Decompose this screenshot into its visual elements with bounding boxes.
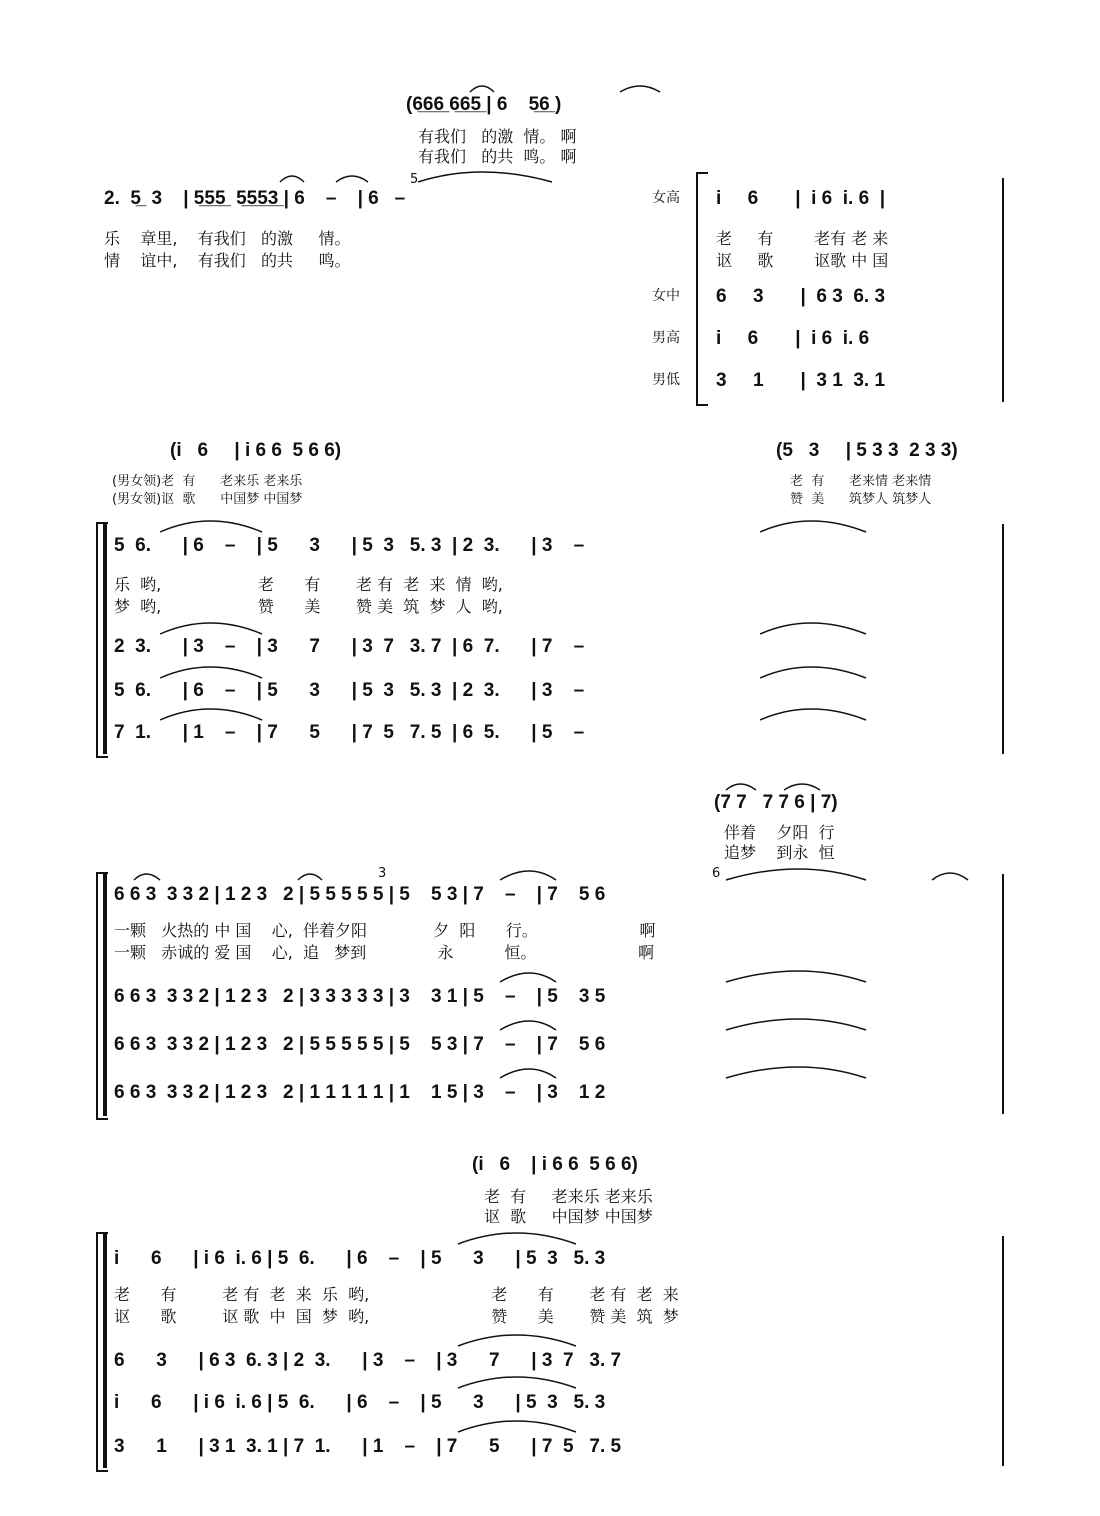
bracket-thick-line [103,522,107,754]
solo-a-notes: (i 6 | i 6 6 5 6 6) [170,440,342,461]
slur [458,1377,576,1388]
slur [620,86,660,92]
slur [500,1021,556,1030]
solo-lyric-2: 讴 歌 中国梦 中国梦 [484,1207,653,1226]
soprano-lyric-1: 老 有 老 有 老 来 乐 哟, 老 有 老 有 老 来 [114,1285,679,1304]
slur [160,623,262,634]
bass-notes: 7 1. | 1 – | 7 5 | 7 5 7. 5 | 6 5. | 5 – [114,722,585,743]
barline [1002,1236,1004,1466]
solo-b-lyric-2: 赞 美 筑梦人 筑梦人 [790,492,932,507]
barline [1002,874,1004,1114]
slur [500,1069,556,1078]
tenor-notes: 6 6 3 3 3 2 | 1 2 3 2 | 5 5 5 5 5 | 5 5 3 | 7 – | 7 5 6 [114,1034,606,1055]
tenor-notes: i 6 | i 6 i. 6 [716,328,870,349]
slur [160,521,262,532]
soprano-lyric-2: 讴 歌 讴歌 中 国 [716,251,889,270]
slur [760,623,866,634]
interlude-lyric-2: 有我们 的共 鸣。 啊 [418,147,577,166]
soprano-notes: 6 6 3 3 3 2 | 1 2 3 2 | 5 5 5 5 5 | 5 5 3 | 7 – | 7 5 6 [114,884,606,905]
alto-notes: 6 3 | 6 3 6. 3 [716,286,886,307]
soprano-notes: i 6 | i 6 i. 6 | [716,188,886,209]
melody-notes: 2. 5̲ 3 | 5̲5̲5̲ 5̲5̲5̲3̲ | 6 – | 6 – [104,188,406,209]
part-label-alto: 女中 [652,288,680,304]
solo-lyric-1: 伴着 夕阳 行 [724,823,835,842]
soprano-lyric-1: 乐 哟, 老 有 老 有 老 来 情 哟, [114,575,503,594]
slur [760,709,866,720]
slur [470,86,494,92]
slur [418,172,552,182]
bracket-thick-line [103,872,107,1116]
slur [336,176,368,182]
solo-a-lyric-2: (男女领)讴 歌 中国梦 中国梦 [112,492,303,507]
slur [760,667,866,678]
solo-notes: (i 6 | i 6 6 5 6 6) [472,1154,638,1175]
slur [458,1421,576,1432]
interlude-lyric-1: 有我们 的激 情。 啊 [418,127,577,146]
grace-note-b: 6 [712,866,721,881]
slur [280,176,304,182]
slur [760,521,866,532]
alto-notes: 6 6 3 3 3 2 | 1 2 3 2 | 3 3 3 3 3 | 3 3 1 | 5 – | 5 3 5 [114,986,606,1007]
bass-notes: 6 6 3 3 3 2 | 1 2 3 2 | 1 1 1 1 1 | 1 1 5 | 3 – | 3 1 2 [114,1082,606,1103]
slur [726,869,866,880]
part-label-tenor: 男高 [652,330,680,346]
slur [458,1233,576,1244]
slur [726,1067,866,1078]
grace-note: 5 [410,172,419,187]
slur [932,873,968,880]
part-label-soprano: 女高 [652,190,680,206]
slur [726,1019,866,1030]
choir-bracket [696,172,708,406]
slur [298,874,322,880]
alto-notes: 2 3. | 3 – | 3 7 | 3 7 3. 7 | 6 7. | 7 – [114,636,585,657]
tenor-notes: i 6 | i 6 i. 6 | 5 6. | 6 – | 5 3 | 5 3 5. 3 [114,1392,606,1413]
solo-a-lyric-1: (男女领)老 有 老来乐 老来乐 [112,474,303,489]
solo-notes: (7 7 7 7 6 | 7) [714,792,838,813]
slur [726,784,756,790]
tenor-notes: 5 6. | 6 – | 5 3 | 5 3 5. 3 | 2 3. | 3 – [114,680,585,701]
soprano-lyric-2: 梦 哟, 赞 美 赞 美 筑 梦 人 哟, [114,597,503,616]
soprano-notes: 5 6. | 6 – | 5 3 | 5 3 5. 3 | 2 3. | 3 – [114,535,585,556]
slur [500,871,556,880]
slur [784,784,820,790]
part-label-bass: 男低 [652,372,680,388]
slur [500,973,556,982]
solo-lyric-1: 老 有 老来乐 老来乐 [484,1187,653,1206]
soprano-notes: i 6 | i 6 i. 6 | 5 6. | 6 – | 5 3 | 5 3 5. 3 [114,1248,606,1269]
soprano-lyric-1: 老 有 老有 老 来 [716,229,889,248]
solo-b-notes: (5 3 | 5 3 3 2 3 3) [776,440,958,461]
solo-b-lyric-1: 老 有 老来情 老来情 [790,474,932,489]
interlude-notes: (6̲6̲6̲ 6̲6̲5̲ | 6 5̲6̲ ) [406,94,562,115]
bass-notes: 3 1 | 3 1 3. 1 | 7 1. | 1 – | 7 5 | 7 5 7. 5 [114,1436,622,1457]
slur [160,667,262,678]
bass-notes: 3 1 | 3 1 3. 1 [716,370,886,391]
grace-note-a: 3 [378,866,387,881]
melody-lyric-2: 情 谊中, 有我们 的共 鸣。 [104,251,351,270]
slur [726,971,866,982]
soprano-lyric-2: 一颗 赤诚的 爱 国 心, 追 梦到 永 恒。 啊 [114,943,655,962]
soprano-lyric-2: 讴 歌 讴 歌 中 国 梦 哟, 赞 美 赞 美 筑 梦 [114,1307,679,1326]
barline [1002,178,1004,402]
melody-lyric-1: 乐 章里, 有我们 的激 情。 [104,229,351,248]
slur [160,709,262,720]
solo-lyric-2: 追梦 到永 恒 [724,843,835,862]
barline [1002,524,1004,754]
alto-notes: 6 3 | 6 3 6. 3 | 2 3. | 3 – | 3 7 | 3 7 3. 7 [114,1350,622,1371]
slur [134,874,160,880]
bracket-thick-line [103,1232,107,1468]
soprano-lyric-1: 一颗 火热的 中 国 心, 伴着夕阳 夕 阳 行。 啊 [114,921,656,940]
slur [458,1335,576,1346]
